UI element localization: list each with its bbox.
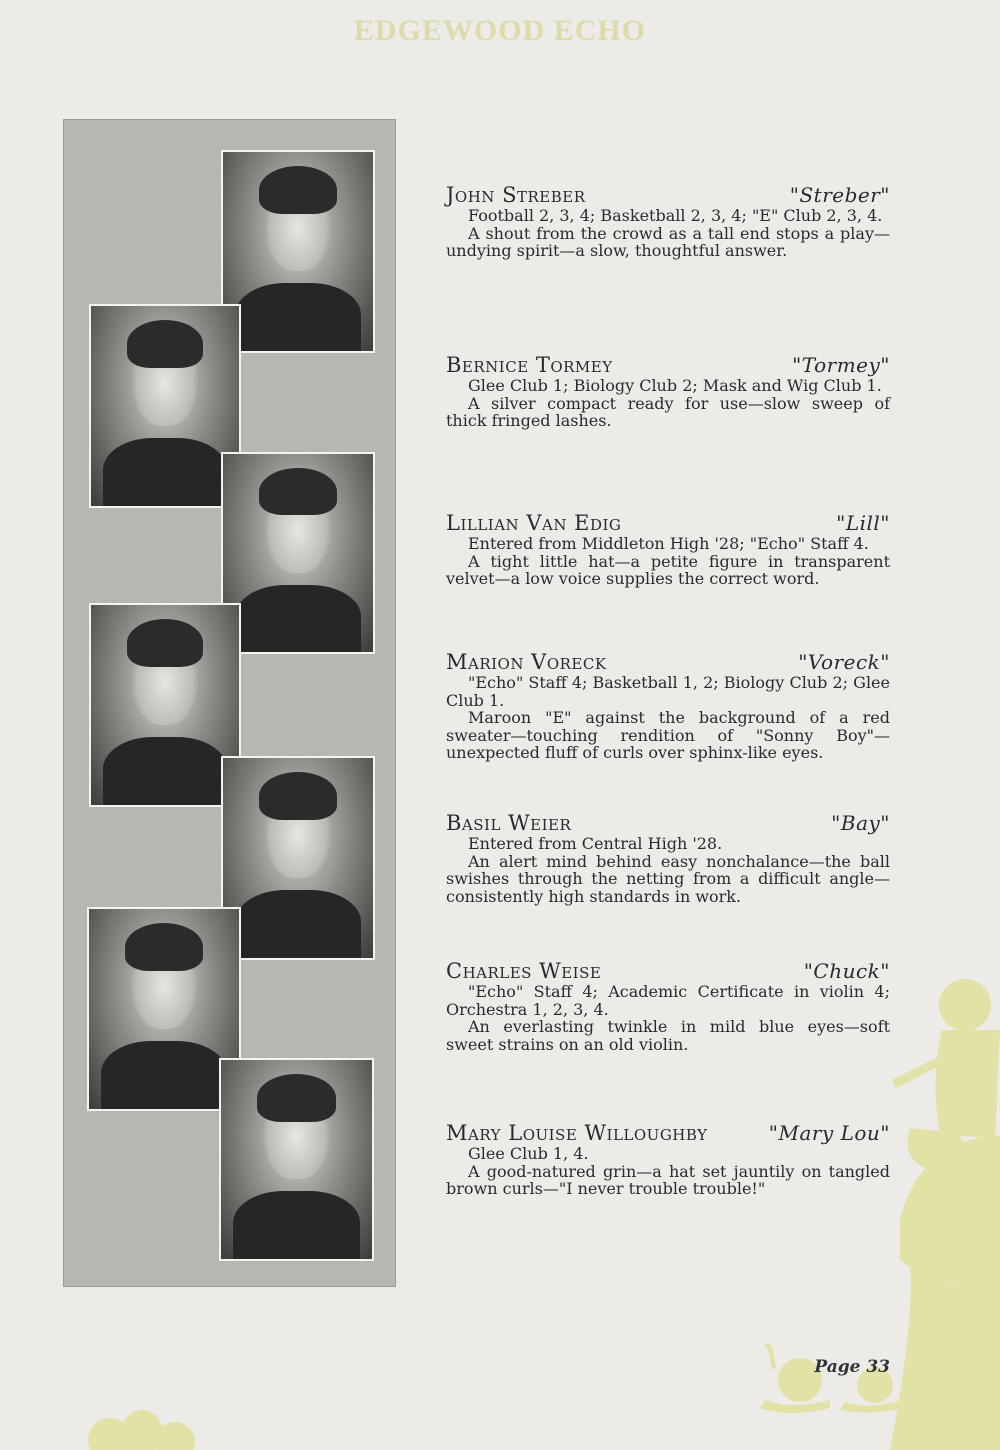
activities-text: Glee Club 1, 4. — [468, 1144, 589, 1163]
description-text: An alert mind behind easy nonchalance—the ball swishes through the netting from a difficult angle—consistently high standards in work. — [446, 851, 890, 906]
piper-body-icon — [935, 1030, 1000, 1138]
mushroom-stem-icon — [890, 1260, 1000, 1450]
name-line — [446, 811, 890, 835]
description-text: Maroon "E" against the background of a red sweater—touching rendition of "Sonny Boy"—unexpected fluff of curls over sphinx-like eyes. — [446, 708, 890, 762]
page-number: Page 33 — [814, 1357, 890, 1377]
student-nickname: "Chuck" — [803, 959, 890, 983]
student-name: Charles Weise — [446, 959, 602, 983]
portrait-basil-weier — [221, 756, 375, 960]
entry-marion-voreck — [446, 650, 890, 762]
piper-head-icon — [939, 979, 991, 1031]
portrait-mary-louise-willoughby — [219, 1058, 374, 1261]
entry-basil-weier — [446, 811, 890, 905]
portrait-john-streber — [221, 150, 375, 353]
entry-lillian-van-edig — [446, 511, 890, 588]
student-name: Lillian Van Edig — [446, 511, 622, 535]
flower-corner-decoration — [80, 1400, 210, 1450]
activities-text: Entered from Central High '28. — [468, 834, 723, 853]
description-text: A shout from the crowd as a tall end stops a play—undying spirit—a slow, thoughtful answer. — [446, 223, 890, 260]
student-nickname: "Streber" — [789, 183, 890, 207]
name-line — [446, 511, 890, 535]
description-text: A tight little hat—a petite figure in transparent velvet—a low voice supplies the correct word. — [446, 551, 890, 588]
name-line — [446, 183, 890, 207]
portrait-charles-weise — [87, 907, 241, 1111]
student-name: Marion Voreck — [446, 650, 607, 674]
description-text: A good-natured grin—a hat set jauntily on tangled brown curls—"I never trouble trouble!" — [446, 1161, 890, 1198]
name-line — [446, 650, 890, 674]
portrait-lillian-van-edig — [221, 452, 375, 654]
student-nickname: "Bay" — [831, 811, 890, 835]
activities-text: Football 2, 3, 4; Basketball 2, 3, 4; "E" Club 2, 3, 4. — [468, 206, 883, 225]
entry-john-streber — [446, 183, 890, 260]
description-text: An everlasting twinkle in mild blue eyes—soft sweet strains on an old violin. — [446, 1017, 890, 1054]
activities-text: Glee Club 1; Biology Club 2; Mask and Wig Club 1. — [468, 376, 882, 395]
page-header: EDGEWOOD ECHO — [353, 14, 647, 47]
student-nickname: "Mary Lou" — [768, 1121, 890, 1145]
portrait-bernice-tormey — [89, 304, 241, 508]
description-text: A silver compact ready for use—slow sweep of thick fringed lashes. — [446, 393, 890, 430]
snail-icon — [760, 1343, 830, 1413]
activities-text: "Echo" Staff 4; Basketball 1, 2; Biology Club 2; Glee Club 1. — [446, 673, 890, 710]
activities-text: "Echo" Staff 4; Academic Certificate in violin 4; Orchestra 1, 2, 3, 4. — [446, 982, 890, 1019]
student-nickname: "Lill" — [836, 511, 890, 535]
portrait-marion-voreck — [89, 603, 241, 807]
student-nickname: "Voreck" — [798, 650, 890, 674]
student-name: Bernice Tormey — [446, 353, 613, 377]
student-name: John Streber — [446, 183, 586, 207]
student-nickname: "Tormey" — [792, 353, 890, 377]
entry-bernice-tormey — [446, 353, 890, 430]
activities-text: Entered from Middleton High '28; "Echo" Staff 4. — [468, 534, 869, 553]
student-name: Mary Louise Willoughby — [446, 1121, 708, 1145]
name-line — [446, 353, 890, 377]
student-name: Basil Weier — [446, 811, 572, 835]
